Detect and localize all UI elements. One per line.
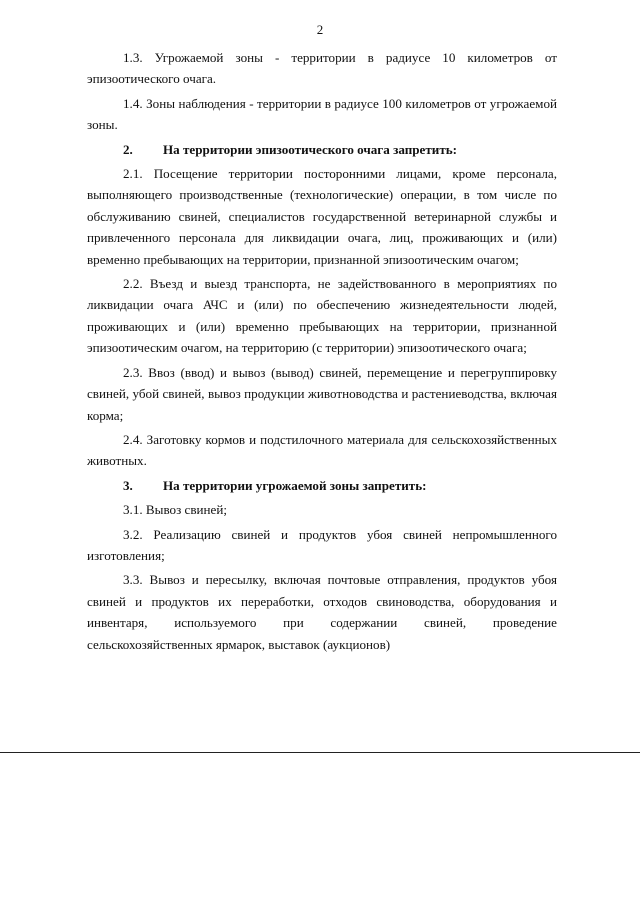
section-title-3: На территории угрожаемой зоны запретить: — [163, 477, 427, 493]
paragraph-2-3: 2.3. Ввоз (ввод) и вывоз (вывод) свиней, перемещение и перегруппировку свиней, убой свиней, вывоз продукции животноводства и растениеводства, включая корма; — [87, 364, 557, 423]
section-heading-2 — [87, 139, 557, 160]
paragraph-1-3: 1.3. Угрожаемой зоны - территории в радиусе 10 километров от эпизоотического очага. — [87, 50, 557, 87]
paragraph-2-1: 2.1. Посещение территории посторонними лицами, кроме персонала, выполняющего производственные (технологические) операции, в том числе по обслуживанию свиней, специалистов государственной ветеринарной службы и привлеченного персонала для ликвидации очага, лиц, проживающих и (или) временно пребывающих на территории, признанной эпизоотическим очагом; — [87, 166, 557, 267]
paragraph-3-1: 3.1. Вывоз свиней; — [123, 502, 227, 518]
section-number-3: 3. — [123, 477, 133, 493]
paragraph-3-2: 3.2. Реализацию свиней и продуктов убоя свиней непромышленного изготовления; — [87, 526, 557, 563]
paragraph-2-4: 2.4. Заготовку кормов и подстилочного материала для сельскохозяйственных животных. — [87, 431, 557, 469]
paragraph-1-4: 1.4. Зоны наблюдения - территории в радиусе 100 километров от угрожаемой зоны. — [87, 95, 557, 133]
bottom-divider — [0, 752, 640, 753]
page-number: 2 — [316, 22, 324, 37]
paragraph-2-2: 2.2. Въезд и выезд транспорта, не задействованного в мероприятиях по ликвидации очага АЧС и (или) по обеспечению жизнедеятельности людей, проживающих и (или) временно пребывающих на территории, признанной эпизоотическим очагом, на территорию (с территории) эпизоотического очага; — [87, 276, 557, 356]
section-heading-3 — [87, 475, 557, 496]
document-body — [87, 47, 557, 655]
paragraph-3-3: 3.3. Вывоз и пересылку, включая почтовые отправления, продуктов убоя свиней и продуктов их переработки, отходов свиноводства, оборудования и инвентаря, используемого при содержании свиней, проведение сельскохозяйственных ярмарок, выставок (аукционов) — [87, 572, 557, 652]
section-number-2: 2. — [123, 141, 133, 157]
section-title-2: На территории эпизоотического очага запретить: — [163, 141, 458, 157]
